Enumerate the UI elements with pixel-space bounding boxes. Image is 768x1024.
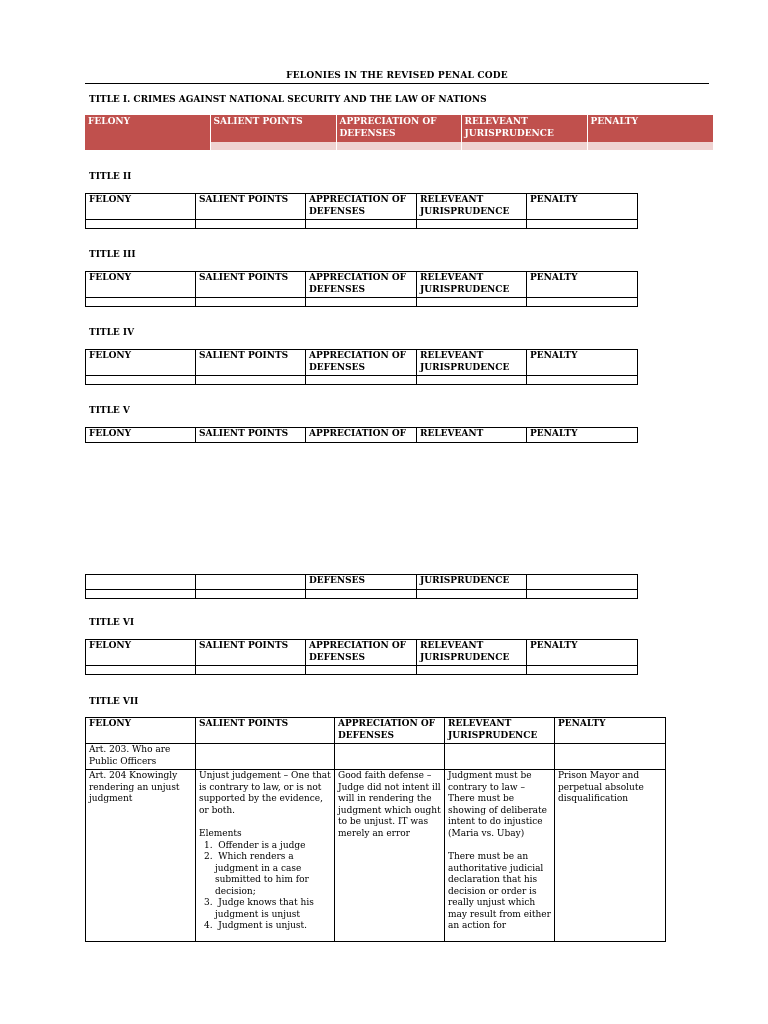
header-appreciation-of-defenses: APPRECIATION OF DEFENSES (306, 640, 417, 666)
table-cell[interactable] (196, 220, 306, 229)
table-cell[interactable] (86, 589, 196, 598)
header-salient-points: SALIENT POINTS (210, 115, 336, 142)
list-item: 3. Judge knows that his judgment is unjust (204, 898, 314, 920)
header-salient-points: SALIENT POINTS (196, 428, 306, 443)
table-cell[interactable] (196, 298, 306, 307)
header-salient-points: SALIENT POINTS (196, 272, 306, 298)
elements-list (199, 841, 331, 933)
title-iv-heading: TITLE IV (89, 328, 135, 338)
header-relevant-jurisprudence: RELEVEANT JURISPRUDENCE (417, 350, 527, 376)
table-cell[interactable] (417, 376, 527, 385)
header-relevant-jurisprudence-cont: JURISPRUDENCE (417, 575, 527, 590)
table-cell[interactable] (461, 142, 587, 150)
jurisprudence-cell[interactable] (445, 770, 555, 942)
table-cell[interactable] (527, 589, 638, 598)
table-cell[interactable] (85, 142, 210, 150)
title-vii-table (85, 717, 666, 942)
header-felony: FELONY (86, 428, 196, 443)
title-underline (85, 83, 709, 84)
defenses-cell[interactable]: Good faith defense – Judge did not intent ill will in rendering the judgment which ought to be unjust. IT was merely an error (335, 770, 445, 942)
table-cell[interactable] (306, 376, 417, 385)
header-relevant-jurisprudence: RELEVEANT (417, 428, 527, 443)
table-cell[interactable] (527, 376, 638, 385)
list-item: 1. Offender is a judge (204, 840, 306, 851)
table-cell[interactable] (86, 376, 196, 385)
title-iv-table (85, 349, 638, 385)
title-ii-table (85, 193, 638, 229)
table-cell[interactable] (306, 220, 417, 229)
felony-cell-art-204[interactable]: Art. 204 Knowingly rendering an unjust judgment (86, 770, 196, 942)
table-cell[interactable] (210, 142, 336, 150)
title-i-table (85, 115, 714, 150)
table-cell[interactable] (587, 142, 713, 150)
penalty-cell[interactable]: Prison Mayor and perpetual absolute disqualification (555, 770, 666, 942)
title-vii-heading: TITLE VII (89, 697, 139, 707)
header-penalty: PENALTY (527, 428, 638, 443)
header-penalty: PENALTY (527, 272, 638, 298)
title-ii-heading: TITLE II (89, 172, 132, 182)
header-appreciation-of-defenses: APPRECIATION OF DEFENSES (336, 115, 461, 142)
header-felony: FELONY (86, 350, 196, 376)
salient-intro: Unjust judgement – One that is contrary to law, or is not supported by the evidence, or both. (199, 771, 331, 816)
header-relevant-jurisprudence: RELEVEANT JURISPRUDENCE (417, 194, 527, 220)
table-cell[interactable] (196, 575, 306, 590)
table-cell[interactable] (306, 589, 417, 598)
title-v-table-bottom (85, 574, 638, 599)
table-cell[interactable] (336, 142, 461, 150)
header-felony: FELONY (86, 272, 196, 298)
table-cell[interactable] (86, 666, 196, 675)
title-vi-heading: TITLE VI (89, 618, 135, 628)
table-cell[interactable] (306, 666, 417, 675)
table-cell[interactable] (86, 575, 196, 590)
header-appreciation-of-defenses: APPRECIATION OF DEFENSES (306, 272, 417, 298)
header-appreciation-of-defenses: APPRECIATION OF DEFENSES (306, 194, 417, 220)
header-felony: FELONY (85, 115, 210, 142)
header-appreciation-of-defenses: APPRECIATION OF (306, 428, 417, 443)
table-cell[interactable] (445, 744, 555, 770)
header-appreciation-of-defenses-cont: DEFENSES (306, 575, 417, 590)
table-cell[interactable] (196, 376, 306, 385)
table-cell[interactable] (417, 220, 527, 229)
table-cell[interactable] (417, 589, 527, 598)
jurisprudence-paragraph-1: Judgment must be contrary to law – There must be showing of deliberate intent to do injustice (Maria vs. Ubay) (448, 771, 547, 839)
table-cell[interactable] (335, 744, 445, 770)
header-penalty: PENALTY (527, 350, 638, 376)
document-title: FELONIES IN THE REVISED PENAL CODE (286, 71, 508, 81)
table-cell[interactable] (86, 298, 196, 307)
table-cell[interactable] (196, 666, 306, 675)
table-cell[interactable] (555, 744, 666, 770)
elements-label: Elements (199, 829, 242, 839)
title-iii-heading: TITLE III (89, 250, 136, 260)
table-cell[interactable] (306, 298, 417, 307)
header-relevant-jurisprudence: RELEVEANT JURISPRUDENCE (417, 640, 527, 666)
header-salient-points: SALIENT POINTS (196, 350, 306, 376)
header-penalty: PENALTY (527, 640, 638, 666)
title-v-table-top (85, 427, 638, 443)
header-felony: FELONY (86, 718, 196, 744)
header-appreciation-of-defenses: APPRECIATION OF DEFENSES (306, 350, 417, 376)
table-cell[interactable] (196, 744, 335, 770)
salient-points-cell[interactable] (196, 770, 335, 942)
header-salient-points: SALIENT POINTS (196, 640, 306, 666)
header-felony: FELONY (86, 640, 196, 666)
header-salient-points: SALIENT POINTS (196, 194, 306, 220)
header-penalty: PENALTY (527, 194, 638, 220)
table-cell[interactable] (417, 298, 527, 307)
header-felony: FELONY (86, 194, 196, 220)
table-cell[interactable] (196, 589, 306, 598)
table-cell[interactable] (527, 220, 638, 229)
list-item: 4. Judgment is unjust. (204, 921, 308, 931)
title-iii-table (85, 271, 638, 307)
table-cell[interactable] (527, 575, 638, 590)
list-item: 2. Which renders a judgment in a case submitted to him for decision; (204, 852, 309, 897)
header-penalty: PENALTY (555, 718, 666, 744)
table-cell[interactable] (527, 298, 638, 307)
table-cell[interactable] (417, 666, 527, 675)
table-cell[interactable] (86, 220, 196, 229)
header-appreciation-of-defenses: APPRECIATION OF DEFENSES (335, 718, 445, 744)
title-i-heading: TITLE I. CRIMES AGAINST NATIONAL SECURITY AND THE LAW OF NATIONS (89, 95, 487, 105)
title-v-heading: TITLE V (89, 406, 130, 416)
jurisprudence-paragraph-2: There must be an authoritative judicial declaration that his decision or order is really unjust which may result from either an action for (448, 852, 551, 931)
header-penalty: PENALTY (587, 115, 713, 142)
header-relevant-jurisprudence: RELEVEANT JURISPRUDENCE (417, 272, 527, 298)
header-relevant-jurisprudence: RELEVEANT JURISPRUDENCE (445, 718, 555, 744)
table-cell[interactable] (527, 666, 638, 675)
felony-cell-art-203[interactable]: Art. 203. Who are Public Officers (86, 744, 196, 770)
title-vi-table (85, 639, 638, 675)
header-relevant-jurisprudence: RELEVEANT JURISPRUDENCE (461, 115, 587, 142)
header-salient-points: SALIENT POINTS (196, 718, 335, 744)
